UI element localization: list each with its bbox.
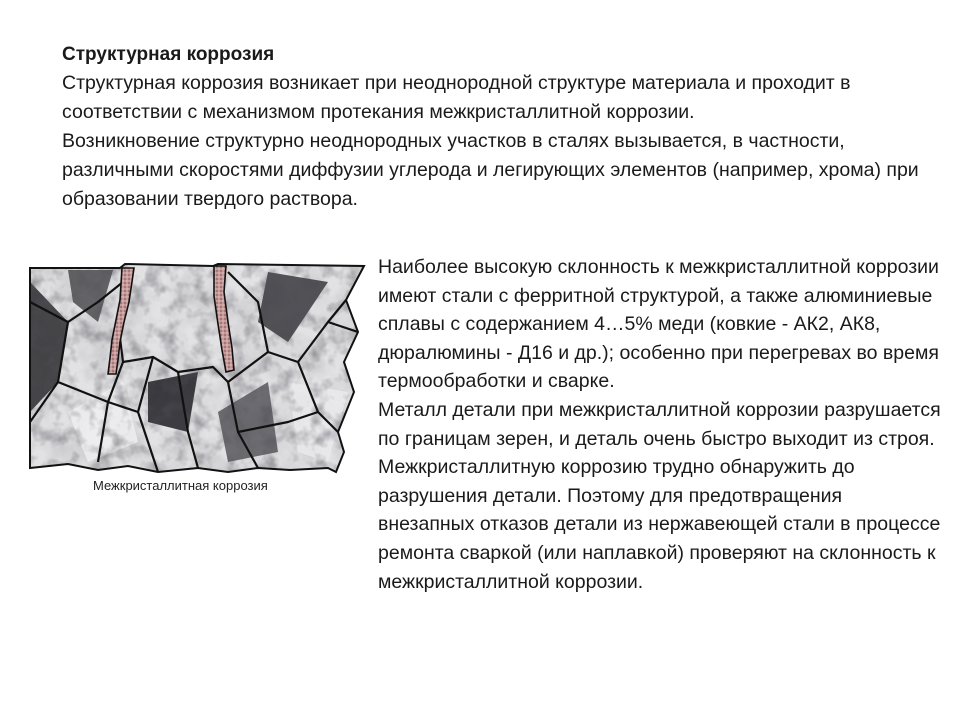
body-paragraph-1: Наиболее высокую склонность к межкристаллитной коррозии имеют стали с ферритной структурой, а также алюминиевые сплавы с содержанием 4…5% меди (ковкие - АК2, АК8, дюралюмины - Д16 и др.); особенно при перегревах во время термообработки и сварке. <box>378 256 939 393</box>
intergranular-corrosion-micrograph-icon <box>28 262 368 498</box>
body-section <box>378 253 943 596</box>
corrosion-micrograph-figure <box>28 262 368 498</box>
figure-caption: Межкристаллитная коррозия <box>93 478 268 493</box>
body-paragraph-3: Межкристаллитную коррозию трудно обнаружить до разрушения детали. Поэтому для предотвращения внезапных отказов детали из нержавеющей стали в процессе ремонта сваркой (или наплавкой) проверяют на склонность к межкристаллитной коррозии. <box>378 456 941 593</box>
intro-paragraph-2: Возникновение структурно неоднородных участков в сталях вызывается, в частности, различными скоростями диффузии углерода и легирующих элементов (например, хрома) при образовании твердого раствора. <box>62 130 919 210</box>
page-title: Структурная коррозия <box>62 44 275 65</box>
body-paragraph-2: Металл детали при межкристаллитной коррозии разрушается по границам зерен, и деталь очень быстро выходит из строя. <box>378 398 941 450</box>
intro-section <box>62 40 922 214</box>
intro-paragraph-1: Структурная коррозия возникает при неоднородной структуре материала и проходит в соответствии с механизмом протекания межкристаллитной коррозии. <box>62 72 851 123</box>
